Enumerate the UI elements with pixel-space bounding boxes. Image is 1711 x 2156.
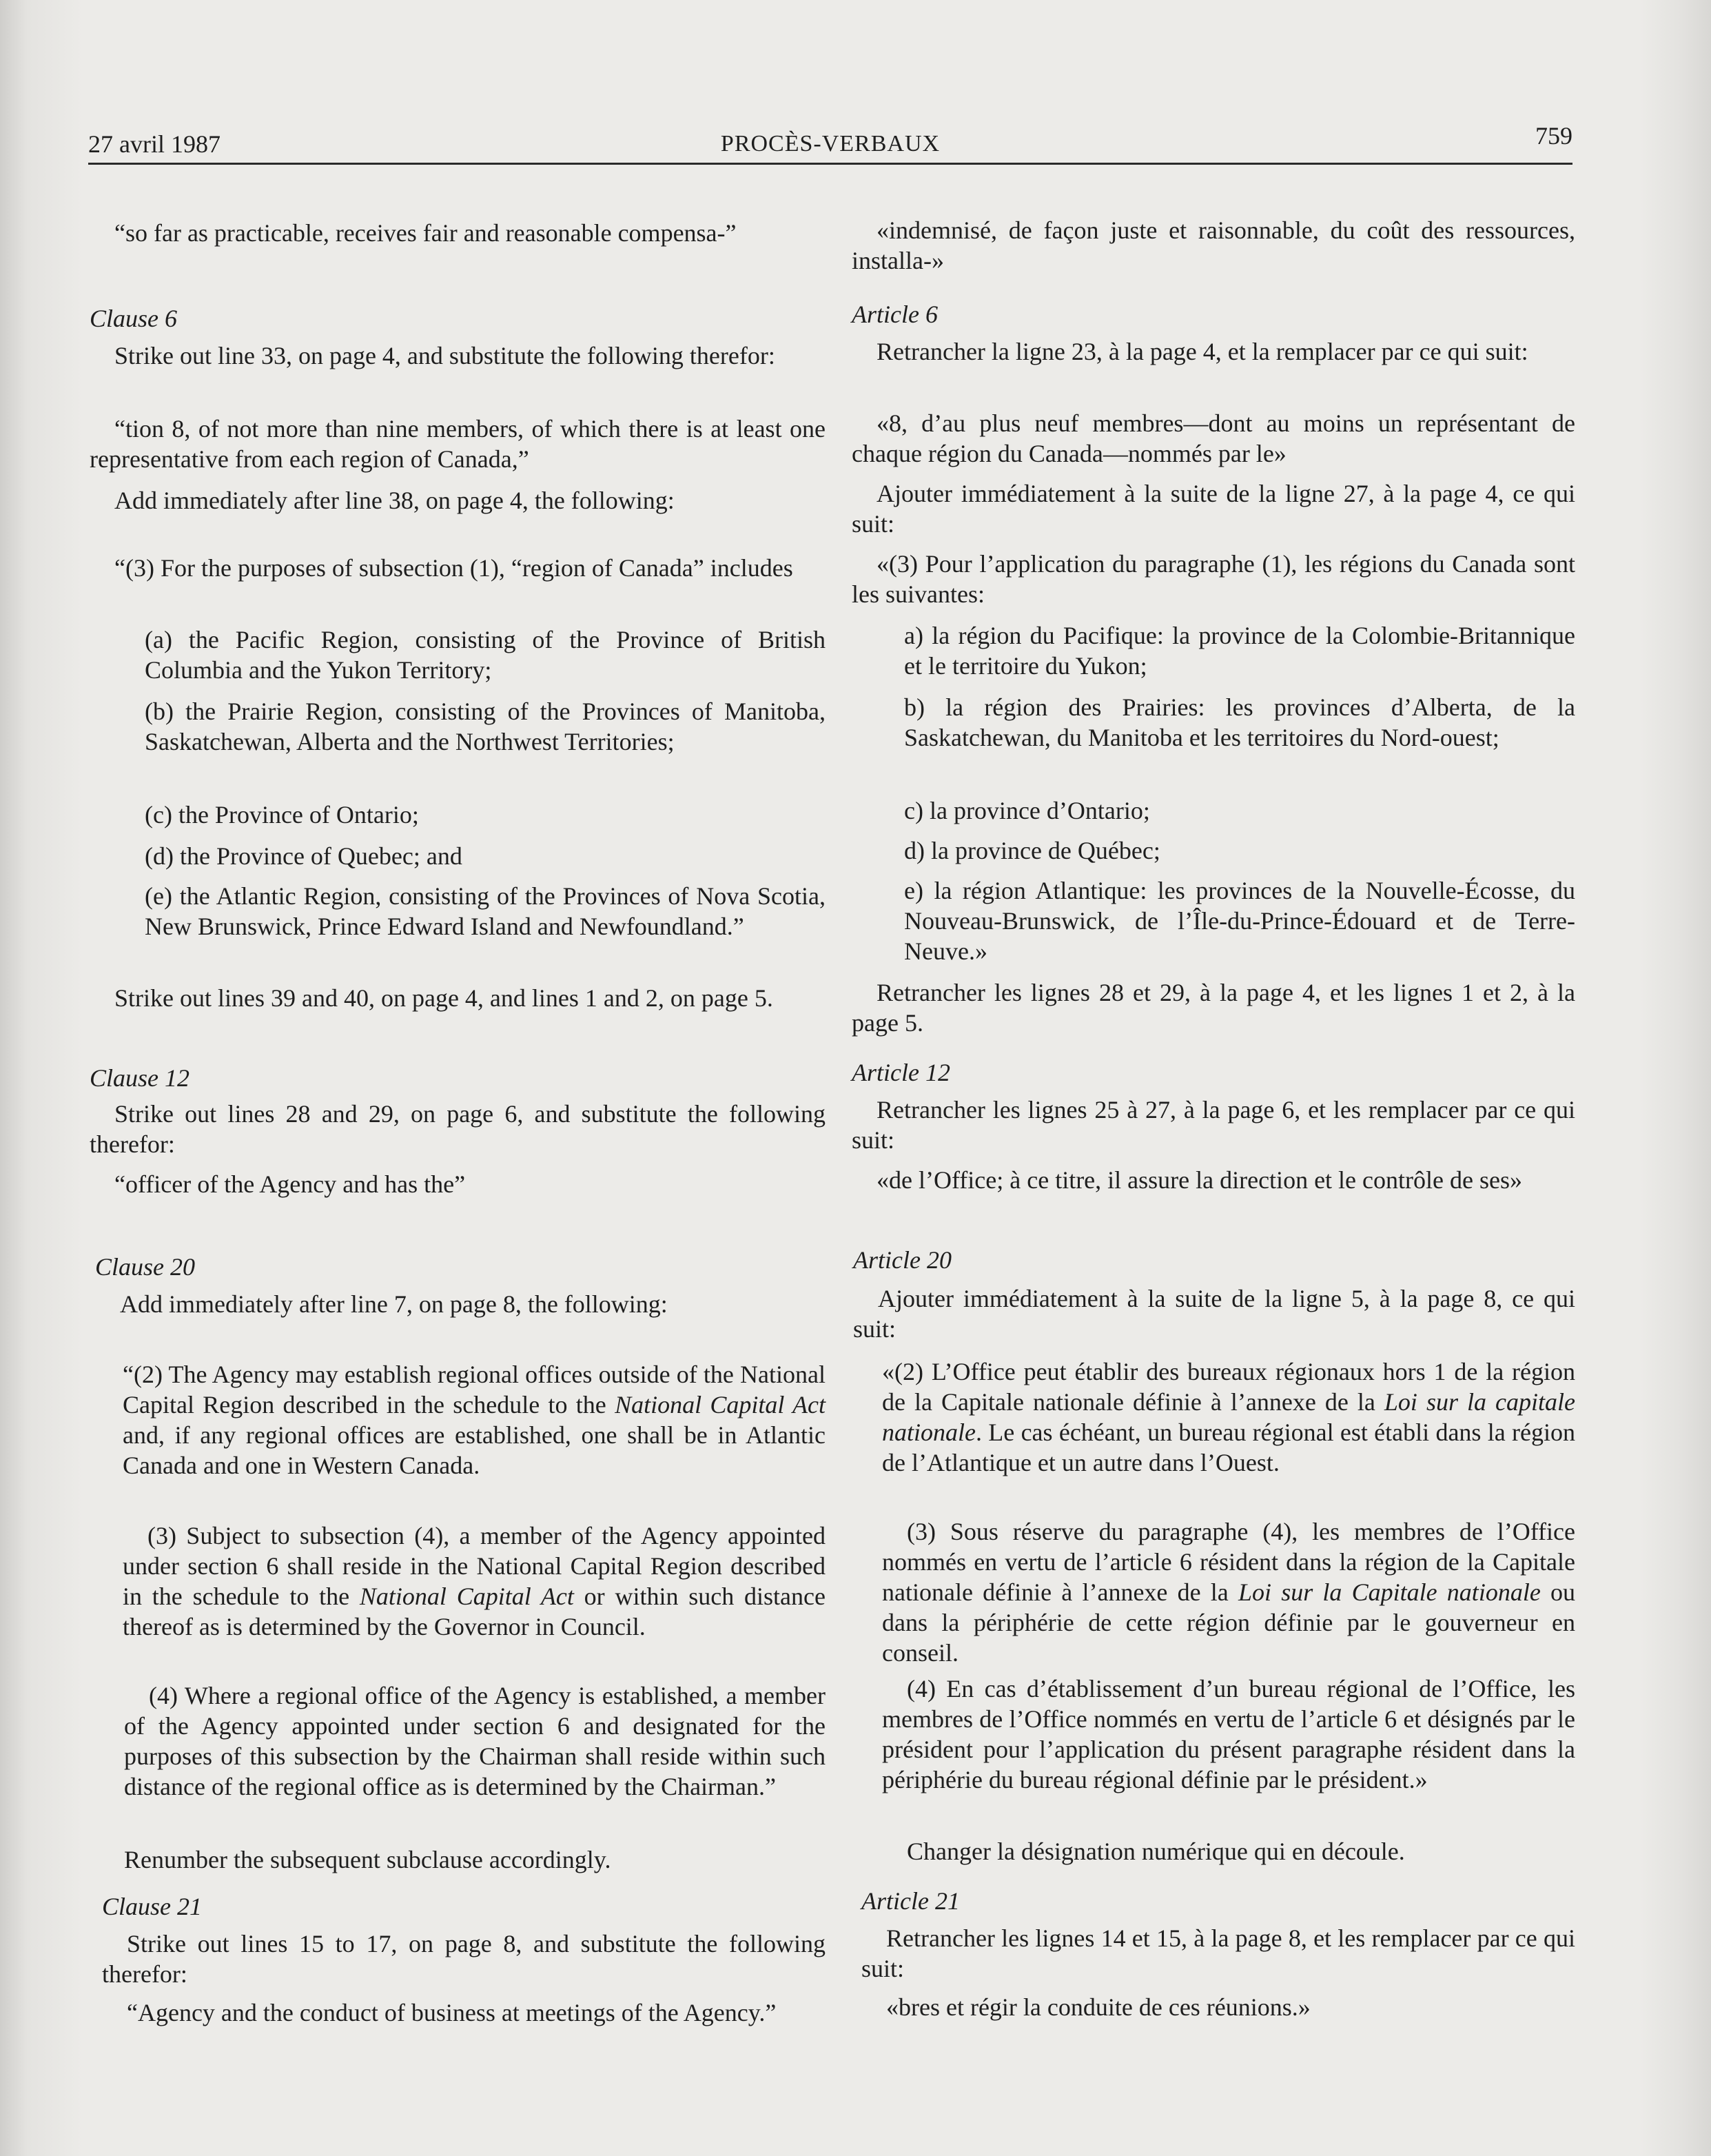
paragraph: Ajouter immédiatement à la suite de la ligne 5, à la page 8, ce qui suit:: [853, 1285, 1575, 1343]
header-title: PROCÈS-VERBAUX: [720, 131, 941, 156]
paragraph: Add immediately after line 7, on page 8, the following:: [120, 1290, 668, 1318]
paragraph: Retrancher les lignes 28 et 29, à la page 4, et les lignes 1 et 2, à la page 5.: [852, 979, 1575, 1037]
article-heading: Article 12: [852, 1059, 950, 1086]
list-item: c) la province d’Ontario;: [904, 797, 1150, 824]
list-item: (b) the Prairie Region, consisting of the Provinces of Manitoba, Saskatchewan, Alberta and the Northwest Territories;: [145, 698, 826, 755]
paragraph: (3) Subject to subsection (4), a member of the Agency appointed under section 6 shall reside in the National Capital Region described in the schedule to the National Capital Act or within such distance thereof as is determined by the Governor in Council.: [123, 1522, 826, 1640]
paragraph: Retrancher les lignes 14 et 15, à la page 8, et les remplacer par ce qui suit:: [861, 1924, 1575, 1982]
paragraph: Changer la désignation numérique qui en découle.: [907, 1838, 1405, 1865]
header-rule: [88, 163, 1572, 165]
paragraph: Strike out line 33, on page 4, and substitute the following therefor:: [114, 342, 775, 369]
clause-heading: Clause 12: [90, 1064, 190, 1092]
paragraph: Retrancher les lignes 25 à 27, à la page 6, et les remplacer par ce qui suit:: [852, 1096, 1575, 1154]
list-item: a) la région du Pacifique: la province de la Colombie-Britannique et le territoire du Yukon;: [904, 622, 1575, 680]
header-date: 27 avril 1987: [88, 130, 221, 158]
paragraph: Strike out lines 15 to 17, on page 8, and substitute the following therefor:: [102, 1930, 826, 1988]
paragraph: Strike out lines 39 and 40, on page 4, and lines 1 and 2, on page 5.: [114, 984, 773, 1012]
quoted-text: “(2) The Agency may establish regional offices outside of the National Capital Region described in the schedule to the National Capital Act and, if any regional offices are established, one shall be in Atlantic Canada and one in Western Canada.: [123, 1361, 826, 1479]
paragraph: Renumber the subsequent subclause accordingly.: [124, 1846, 611, 1873]
quoted-text: “tion 8, of not more than nine members, of which there is at least one representative from each region of Canada,”: [90, 415, 826, 473]
quoted-text: «(3) Pour l’application du paragraphe (1), les régions du Canada sont les suivantes:: [852, 550, 1575, 608]
list-item: (c) the Province of Ontario;: [145, 801, 419, 828]
quoted-text: “Agency and the conduct of business at meetings of the Agency.”: [127, 1999, 777, 2026]
paragraph: «indemnisé, de façon juste et raisonnable, du coût des ressources, installa-»: [852, 216, 1575, 274]
paragraph: Ajouter immédiatement à la suite de la ligne 27, à la page 4, ce qui suit:: [852, 480, 1575, 538]
paragraph: (4) En cas d’établissement d’un bureau régional de l’Office, les membres de l’Office nommés en vertu de l’article 6 et désignés par le président pour l’application du présent paragraphe résident dans la périphérie du bureau régional définie par le président.»: [882, 1675, 1575, 1793]
quoted-text: «8, d’au plus neuf membres—dont au moins un représentant de chaque région du Canada—nommés par le»: [852, 409, 1575, 467]
list-item: e) la région Atlantique: les provinces de la Nouvelle-Écosse, du Nouveau-Brunswick, de l’Île-du-Prince-Édouard et de Terre-Neuve.»: [904, 877, 1575, 965]
list-item: (e) the Atlantic Region, consisting of the Provinces of Nova Scotia, New Brunswick, Prince Edward Island and Newfoundland.”: [145, 882, 826, 940]
clause-heading: Clause 21: [102, 1893, 203, 1920]
page-number: 759: [1535, 122, 1572, 150]
clause-heading: Clause 6: [90, 305, 178, 332]
paragraph: Retrancher la ligne 23, à la page 4, et la remplacer par ce qui suit:: [877, 338, 1528, 365]
list-item: (d) the Province of Quebec; and: [145, 842, 462, 870]
paragraph: (4) Where a regional office of the Agency is established, a member of the Agency appointed under section 6 and designated for the purposes of this subsection by the Chairman shall reside within such distance of the regional office as is determined by the Chairman.”: [124, 1682, 826, 1800]
quoted-text: «(2) L’Office peut établir des bureaux régionaux hors 1 de la région de la Capitale nationale définie à l’annexe de la Loi sur la capitale nationale. Le cas échéant, un bureau régional est établi dans la région de l’Atlantique et un autre dans l’Ouest.: [882, 1358, 1575, 1476]
page-header: [88, 121, 1572, 163]
clause-heading: Clause 20: [95, 1253, 196, 1281]
paragraph: “so far as practicable, receives fair and reasonable compensa-”: [114, 219, 737, 247]
quoted-text: “(3) For the purposes of subsection (1), “region of Canada” includes: [114, 554, 793, 582]
list-item: d) la province de Québec;: [904, 837, 1160, 864]
paragraph: Strike out lines 28 and 29, on page 6, and substitute the following therefor:: [90, 1100, 826, 1158]
article-heading: Article 21: [861, 1887, 960, 1915]
list-item: b) la région des Prairies: les provinces d’Alberta, de la Saskatchewan, du Manitoba et les territoires du Nord-ouest;: [904, 693, 1575, 751]
article-heading: Article 20: [853, 1246, 952, 1274]
list-item: (a) the Pacific Region, consisting of the Province of British Columbia and the Yukon Territory;: [145, 626, 826, 684]
paragraph: (3) Sous réserve du paragraphe (4), les membres de l’Office nommés en vertu de l’article 6 résident dans la région de la Capitale nationale définie à l’annexe de la Loi sur la Capitale nationale ou dans la périphérie de cette région définie par le gouverneur en conseil.: [882, 1518, 1575, 1667]
quoted-text: «de l’Office; à ce titre, il assure la direction et le contrôle de ses»: [877, 1166, 1522, 1194]
article-heading: Article 6: [852, 301, 938, 328]
quoted-text: «bres et régir la conduite de ces réunions.»: [886, 1993, 1311, 2021]
quoted-text: “officer of the Agency and has the”: [114, 1170, 466, 1198]
paragraph: Add immediately after line 38, on page 4, the following:: [114, 487, 675, 514]
